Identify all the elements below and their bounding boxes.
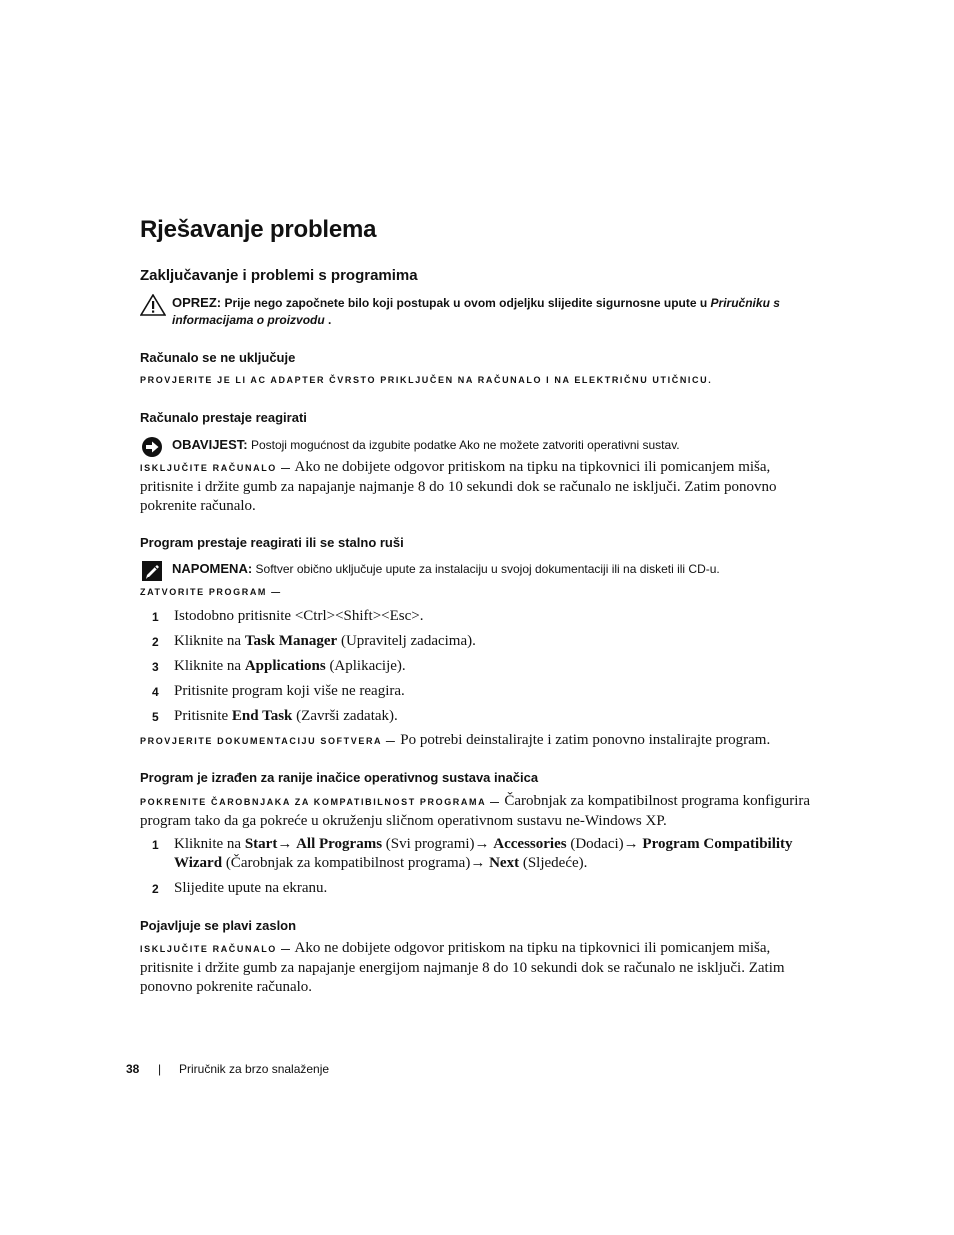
step-text-tail: (Upravitelj zadacima). xyxy=(337,633,476,649)
notice-label: OBAVIJEST: xyxy=(172,437,248,452)
list-item xyxy=(140,835,820,875)
step-text: Pritisnite xyxy=(174,708,232,724)
notice-box xyxy=(140,436,820,458)
step-number: 2 xyxy=(152,882,159,896)
action-check-adapter: PROVJERITE JE LI AC ADAPTER ČVRSTO PRIKLJUČEN NA RAČUNALO I NA ELEKTRIČNU UTIČNICU. xyxy=(140,375,713,385)
note-pencil-icon xyxy=(140,560,166,582)
list-item xyxy=(140,632,820,652)
step-number: 1 xyxy=(152,838,159,852)
list-item xyxy=(140,657,820,677)
step-bold: Task Manager xyxy=(244,633,338,649)
action-run-compat-wizard: POKRENITE ČAROBNJAKA ZA KOMPATIBILNOST PROGRAMA — xyxy=(140,797,501,807)
step-text-tail: (Završi zadatak). xyxy=(292,708,398,724)
step-number: 5 xyxy=(152,710,159,724)
heading-computer-not-starting: Računalo se ne uključuje xyxy=(140,350,296,365)
caution-text: Prije nego započnete bilo koji postupak u ovom odjeljku slijedite sigurnosne upute u xyxy=(224,296,708,310)
action-check-documentation: PROVJERITE DOKUMENTACIJU SOFTVERA — xyxy=(140,736,397,746)
step-text: Kliknite na xyxy=(174,633,245,649)
heading-computer-not-responding: Računalo prestaje reagirati xyxy=(140,410,307,425)
action-shut-down: ISKLJUČITE RAČUNALO — xyxy=(140,944,292,954)
step-text: Pritisnite program koji više ne reagira. xyxy=(174,683,405,699)
paragraph-compat-wizard xyxy=(140,792,820,831)
action-shut-down: ISKLJUČITE RAČUNALO — xyxy=(140,463,292,473)
step-text: Slijedite upute na ekranu. xyxy=(174,880,328,896)
caution-reference: Priručniku s informacijama o proizvodu xyxy=(172,296,780,327)
caution-box xyxy=(140,294,820,334)
step-bold: End Task xyxy=(231,708,293,724)
paragraph-shutdown xyxy=(140,458,820,516)
step-number: 2 xyxy=(152,635,159,649)
notice-text: Postoji mogućnost da izgubite podatke Ako ne možete zatvoriti operativni sustav. xyxy=(250,438,680,452)
notice-arrow-icon xyxy=(140,436,166,458)
caution-label: OPREZ: xyxy=(172,295,222,310)
step-number: 1 xyxy=(152,610,159,624)
heading-program-crashes: Program prestaje reagirati ili se stalno ruši xyxy=(140,535,404,550)
step-text: Kliknite na xyxy=(174,658,245,674)
section-heading: Zaključavanje i problemi s programima xyxy=(140,267,418,284)
heading-blue-screen: Pojavljuje se plavi zaslon xyxy=(140,918,297,933)
footer-title: Priručnik za brzo snalaženje xyxy=(179,1062,330,1076)
note-box xyxy=(140,560,820,582)
blue-screen-text: Ako ne dobijete odgovor pritiskom na tipku na tipkovnici ili pomicanjem miša, pritisnite i držite gumb za napajanje energijom najmanje 8 do 10 sekundi dok se računalo ne isključi. Zatim ponovno pokrenite računalo. xyxy=(140,940,785,995)
note-text: Softver obično uključuje upute za instalaciju u svojoj dokumentaciji ili na disketi ili CD-u. xyxy=(255,562,720,576)
step-text-tail: (Aplikacije). xyxy=(325,658,406,674)
step-number: 4 xyxy=(152,685,159,699)
shutdown-text: Ako ne dobijete odgovor pritiskom na tipku na tipkovnici ili pomicanjem miša, pritisnite i držite gumb za napajanje najmanje 8 do 10 sekundi dok se računalo ne isključi. Zatim ponovno pokrenite računalo. xyxy=(140,459,777,514)
check-docs-text: Po potrebi deinstalirajte i zatim ponovno instalirajte program. xyxy=(400,732,771,748)
step-text: Kliknite na Start→ All Programs (Svi programi)→ Accessories (Dodaci)→ Program Compatibility Wizard (Čarobnjak za kompatibilnost programa)→ Next (Sljedeće). xyxy=(174,836,793,871)
paragraph-check-docs xyxy=(140,731,830,751)
caution-tail: . xyxy=(328,313,332,327)
list-item xyxy=(140,607,820,627)
note-label: NAPOMENA: xyxy=(172,561,253,576)
warning-triangle-icon xyxy=(140,294,166,316)
compat-wizard-text: Čarobnjak za kompatibilnost programa konfigurira program tako da ga pokreće u okruženju sličnom operativnom sustavu ne-Windows XP. xyxy=(140,793,811,829)
page-number: 38 xyxy=(126,1062,140,1076)
page-title: Rješavanje problema xyxy=(140,216,377,243)
heading-older-os-program: Program je izrađen za ranije inačice operativnog sustava inačica xyxy=(140,770,539,785)
step-text: Istodobno pritisnite <Ctrl><Shift><Esc>. xyxy=(174,608,424,624)
action-close-program: ZATVORITE PROGRAM — xyxy=(140,587,282,597)
list-item xyxy=(140,682,820,702)
paragraph-blue-screen-shutdown xyxy=(140,939,820,997)
footer-separator: | xyxy=(158,1062,162,1076)
step-number: 3 xyxy=(152,660,159,674)
list-item xyxy=(140,879,820,899)
list-item xyxy=(140,707,820,727)
step-bold: Applications xyxy=(244,658,326,674)
